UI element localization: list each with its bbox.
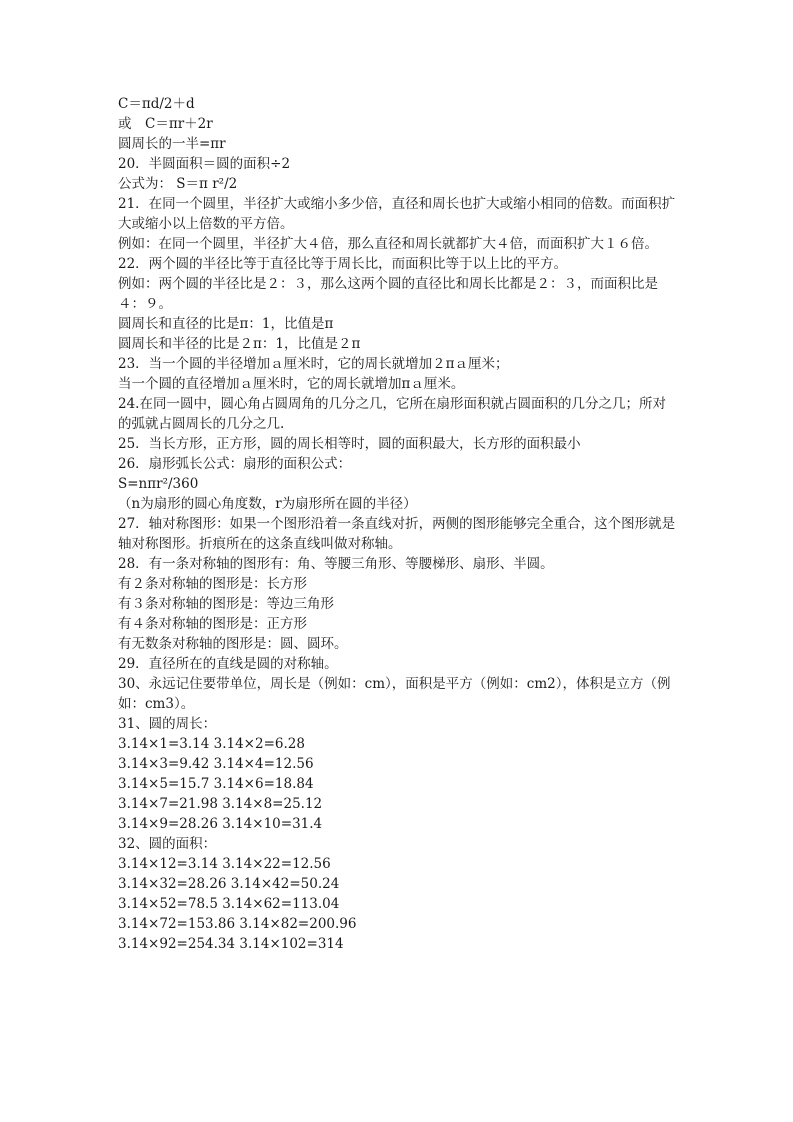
text-line: 29．直径所在的直线是圆的对称轴。 (118, 656, 338, 672)
text-line: 圆周长和半径的比是２π：1，比值是２π (118, 336, 361, 352)
text-line: 3.14×3=9.42 3.14×4=12.56 (118, 756, 314, 772)
text-line: S=nπr²/360 (118, 476, 199, 492)
text-line: 3.14×52=78.5 3.14×62=113.04 (118, 896, 340, 912)
text-line: 当一个圆的直径增加ａ厘米时，它的周长就增加πａ厘米。 (118, 376, 465, 392)
text-line: 26．扇形弧长公式：扇形的面积公式： (118, 456, 352, 472)
text-line: 例如：在同一个圆里，半径扩大４倍，那么直径和周长就都扩大４倍，而面积扩大１６倍。 (118, 236, 658, 252)
text-line: 3.14×72=153.86 3.14×82=200.96 (118, 916, 357, 932)
text-line: 23．当一个圆的半径增加ａ厘米时，它的周长就增加２πａ厘米； (118, 356, 509, 372)
text-line: 公式为： S＝π r²/2 (118, 176, 238, 192)
text-line: 30、永远记住要带单位，周长是（例如：cm），面积是平方（例如：cm2），体积是立方（例如：cm3）。 (118, 676, 671, 712)
text-line: 32、圆的面积： (118, 836, 217, 852)
text-line: 3.14×9=28.26 3.14×10=31.4 (118, 816, 323, 832)
text-line: 有２条对称轴的图形是：长方形 (118, 576, 307, 592)
text-line: 28．有一条对称轴的图形有：角、等腰三角形、等腰梯形、扇形、半圆。 (118, 556, 554, 572)
text-line: 圆周长和直径的比是π：1，比值是π (118, 316, 334, 332)
text-line: 有４条对称轴的图形是：正方形 (118, 616, 307, 632)
text-line: 圆周长的一半=πr (118, 136, 226, 152)
text-line: 或 C＝πr＋2r (118, 116, 213, 132)
text-line: 有３条对称轴的图形是：等边三角形 (118, 596, 334, 612)
text-line: 22．两个圆的半径比等于直径比等于周长比，而面积比等于以上比的平方。 (118, 256, 568, 272)
text-line: 3.14×7=21.98 3.14×8=25.12 (118, 796, 323, 812)
text-line: 24.在同一圆中，圆心角占圆周角的几分之几，它所在扇形面积就占圆面积的几分之几；所对的弧就占圆周长的几分之几. (118, 396, 666, 432)
text-line: 有无数条对称轴的图形是：圆、圆环。 (118, 636, 348, 652)
text-line: 21．在同一个圆里，半径扩大或缩小多少倍，直径和周长也扩大或缩小相同的倍数。而面积扩大或缩小以上倍数的平方倍。 (118, 196, 676, 232)
text-line: 25．当长方形，正方形，圆的周长相等时，圆的面积最大，长方形的面积最小 (118, 436, 581, 452)
text-line: 3.14×32=28.26 3.14×42=50.24 (118, 876, 340, 892)
text-line: 3.14×12=3.14 3.14×22=12.56 (118, 856, 331, 872)
text-line: 27．轴对称图形：如果一个图形沿着一条直线对折，两侧的图形能够完全重合，这个图形就是轴对称图形。折痕所在的这条直线叫做对称轴。 (118, 516, 676, 552)
text-line: 20．半圆面积＝圆的面积÷2 (118, 156, 291, 172)
text-line: （n为扇形的圆心角度数，r为扇形所在圆的半径） (118, 496, 417, 512)
text-line: 3.14×5=15.7 3.14×6=18.84 (118, 776, 314, 792)
text-line: C＝πd/2＋d (118, 96, 195, 112)
text-line: 3.14×1=3.14 3.14×2=6.28 (118, 736, 305, 752)
text-line: 例如：两个圆的半径比是２：３，那么这两个圆的直径比和周长比都是２：３，而面积比是４：９。 (118, 276, 658, 312)
text-line: 3.14×92=254.34 3.14×102=314 (118, 936, 344, 952)
text-line: 31、圆的周长： (118, 716, 217, 732)
document-body (118, 94, 678, 954)
